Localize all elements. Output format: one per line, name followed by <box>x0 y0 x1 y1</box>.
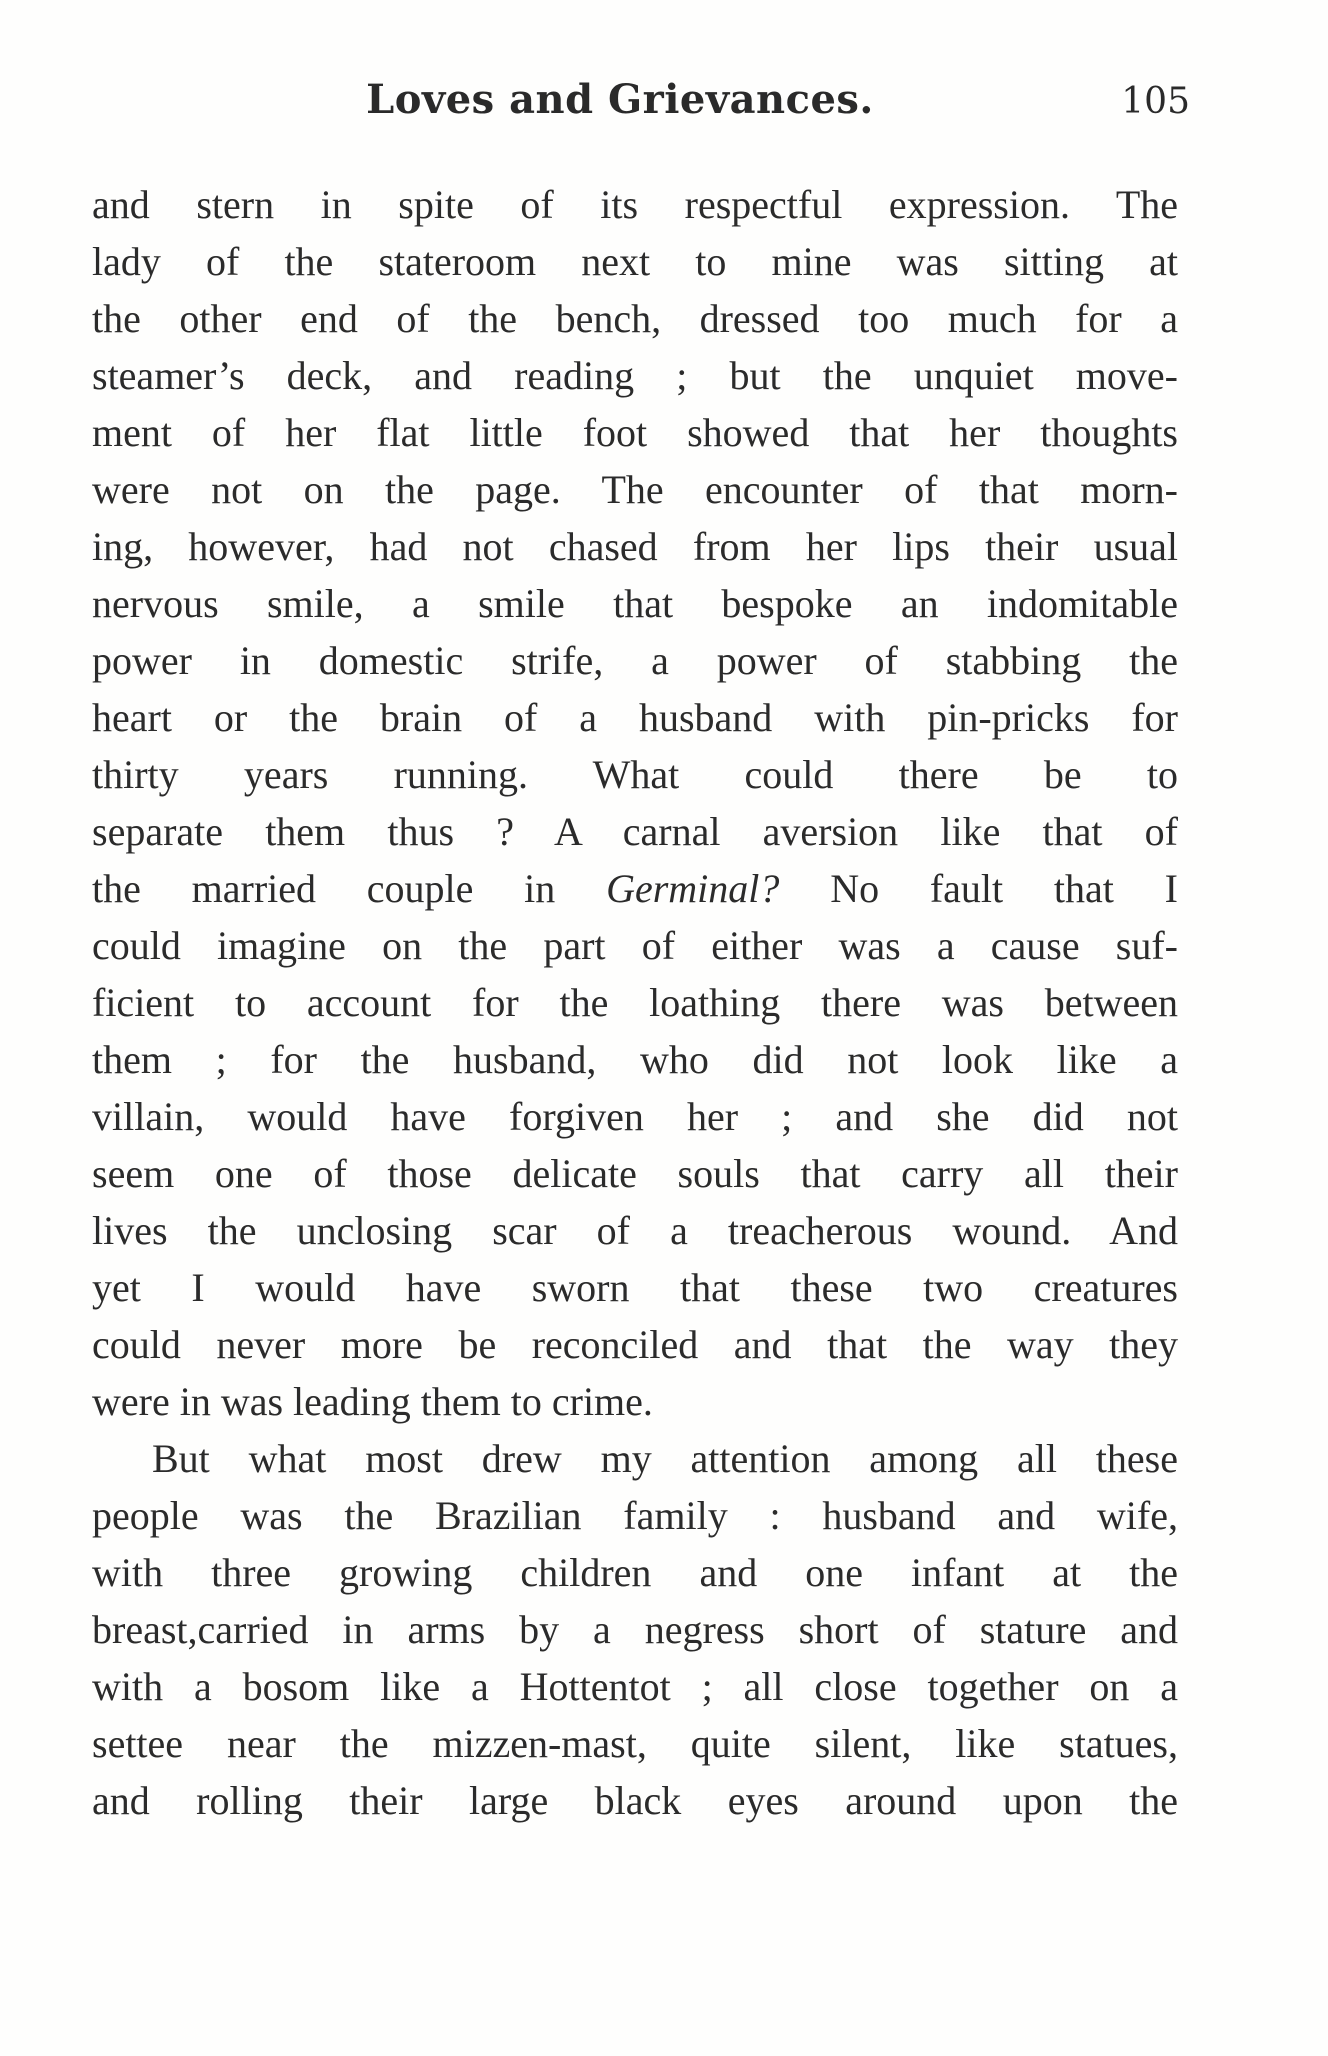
text-line: with three growing children and one infant at the <box>92 1550 1178 1595</box>
paragraph-start-line: But what most drew my attention among all these <box>152 1436 1178 1481</box>
text-line: and rolling their large black eyes around upon the <box>92 1778 1178 1823</box>
running-head <box>0 70 1328 130</box>
text-line: and stern in spite of its respectful expression. The <box>92 182 1178 227</box>
text-line: ing, however, had not chased from her lips their usual <box>92 524 1178 569</box>
text-line: power in domestic strife, a power of stabbing the <box>92 638 1178 683</box>
text-line: the other end of the bench, dressed too much for a <box>92 296 1178 341</box>
text-line: them ; for the husband, who did not look like a <box>92 1037 1178 1082</box>
text-line: were not on the page. The encounter of that morn- <box>92 467 1178 512</box>
text-segment: the married couple in <box>92 866 556 911</box>
text-line: heart or the brain of a husband with pin-pricks for <box>92 695 1178 740</box>
paragraph-end-line: were in was leading them to crime. <box>92 1379 653 1424</box>
text-line: separate them thus ? A carnal aversion like that of <box>92 809 1178 854</box>
text-line: thirty years running. What could there be to <box>92 752 1178 797</box>
text-line: nervous smile, a smile that bespoke an indomitable <box>92 581 1178 626</box>
text-line: seem one of those delicate souls that carry all their <box>92 1151 1178 1196</box>
text-line: breast,carried in arms by a negress short of stature and <box>92 1607 1178 1652</box>
running-title: Loves and Grievances. <box>366 76 874 123</box>
text-segment: No fault that I <box>830 866 1178 911</box>
page-number: 105 <box>1121 81 1190 122</box>
text-line: could never more be reconciled and that the way they <box>92 1322 1178 1367</box>
text-line: yet I would have sworn that these two creatures <box>92 1265 1178 1310</box>
text-line: lives the unclosing scar of a treacherous wound. And <box>92 1208 1178 1253</box>
text-line: people was the Brazilian family : husband and wife, <box>92 1493 1178 1538</box>
text-line: villain, would have forgiven her ; and she did not <box>92 1094 1178 1139</box>
text-line: ficient to account for the loathing there was between <box>92 980 1178 1025</box>
text-line: could imagine on the part of either was a cause suf- <box>92 923 1178 968</box>
text-line: lady of the stateroom next to mine was sitting at <box>92 239 1178 284</box>
text-line: with a bosom like a Hottentot ; all close together on a <box>92 1664 1178 1709</box>
text-line: steamer’s deck, and reading ; but the unquiet move- <box>92 353 1178 398</box>
text-line-with-italic <box>92 860 1178 917</box>
italic-title: Germinal? <box>606 866 780 911</box>
text-line: ment of her flat little foot showed that her thoughts <box>92 410 1178 455</box>
text-line: settee near the mizzen-mast, quite silent, like statues, <box>92 1721 1178 1766</box>
body-text <box>92 176 1178 1829</box>
